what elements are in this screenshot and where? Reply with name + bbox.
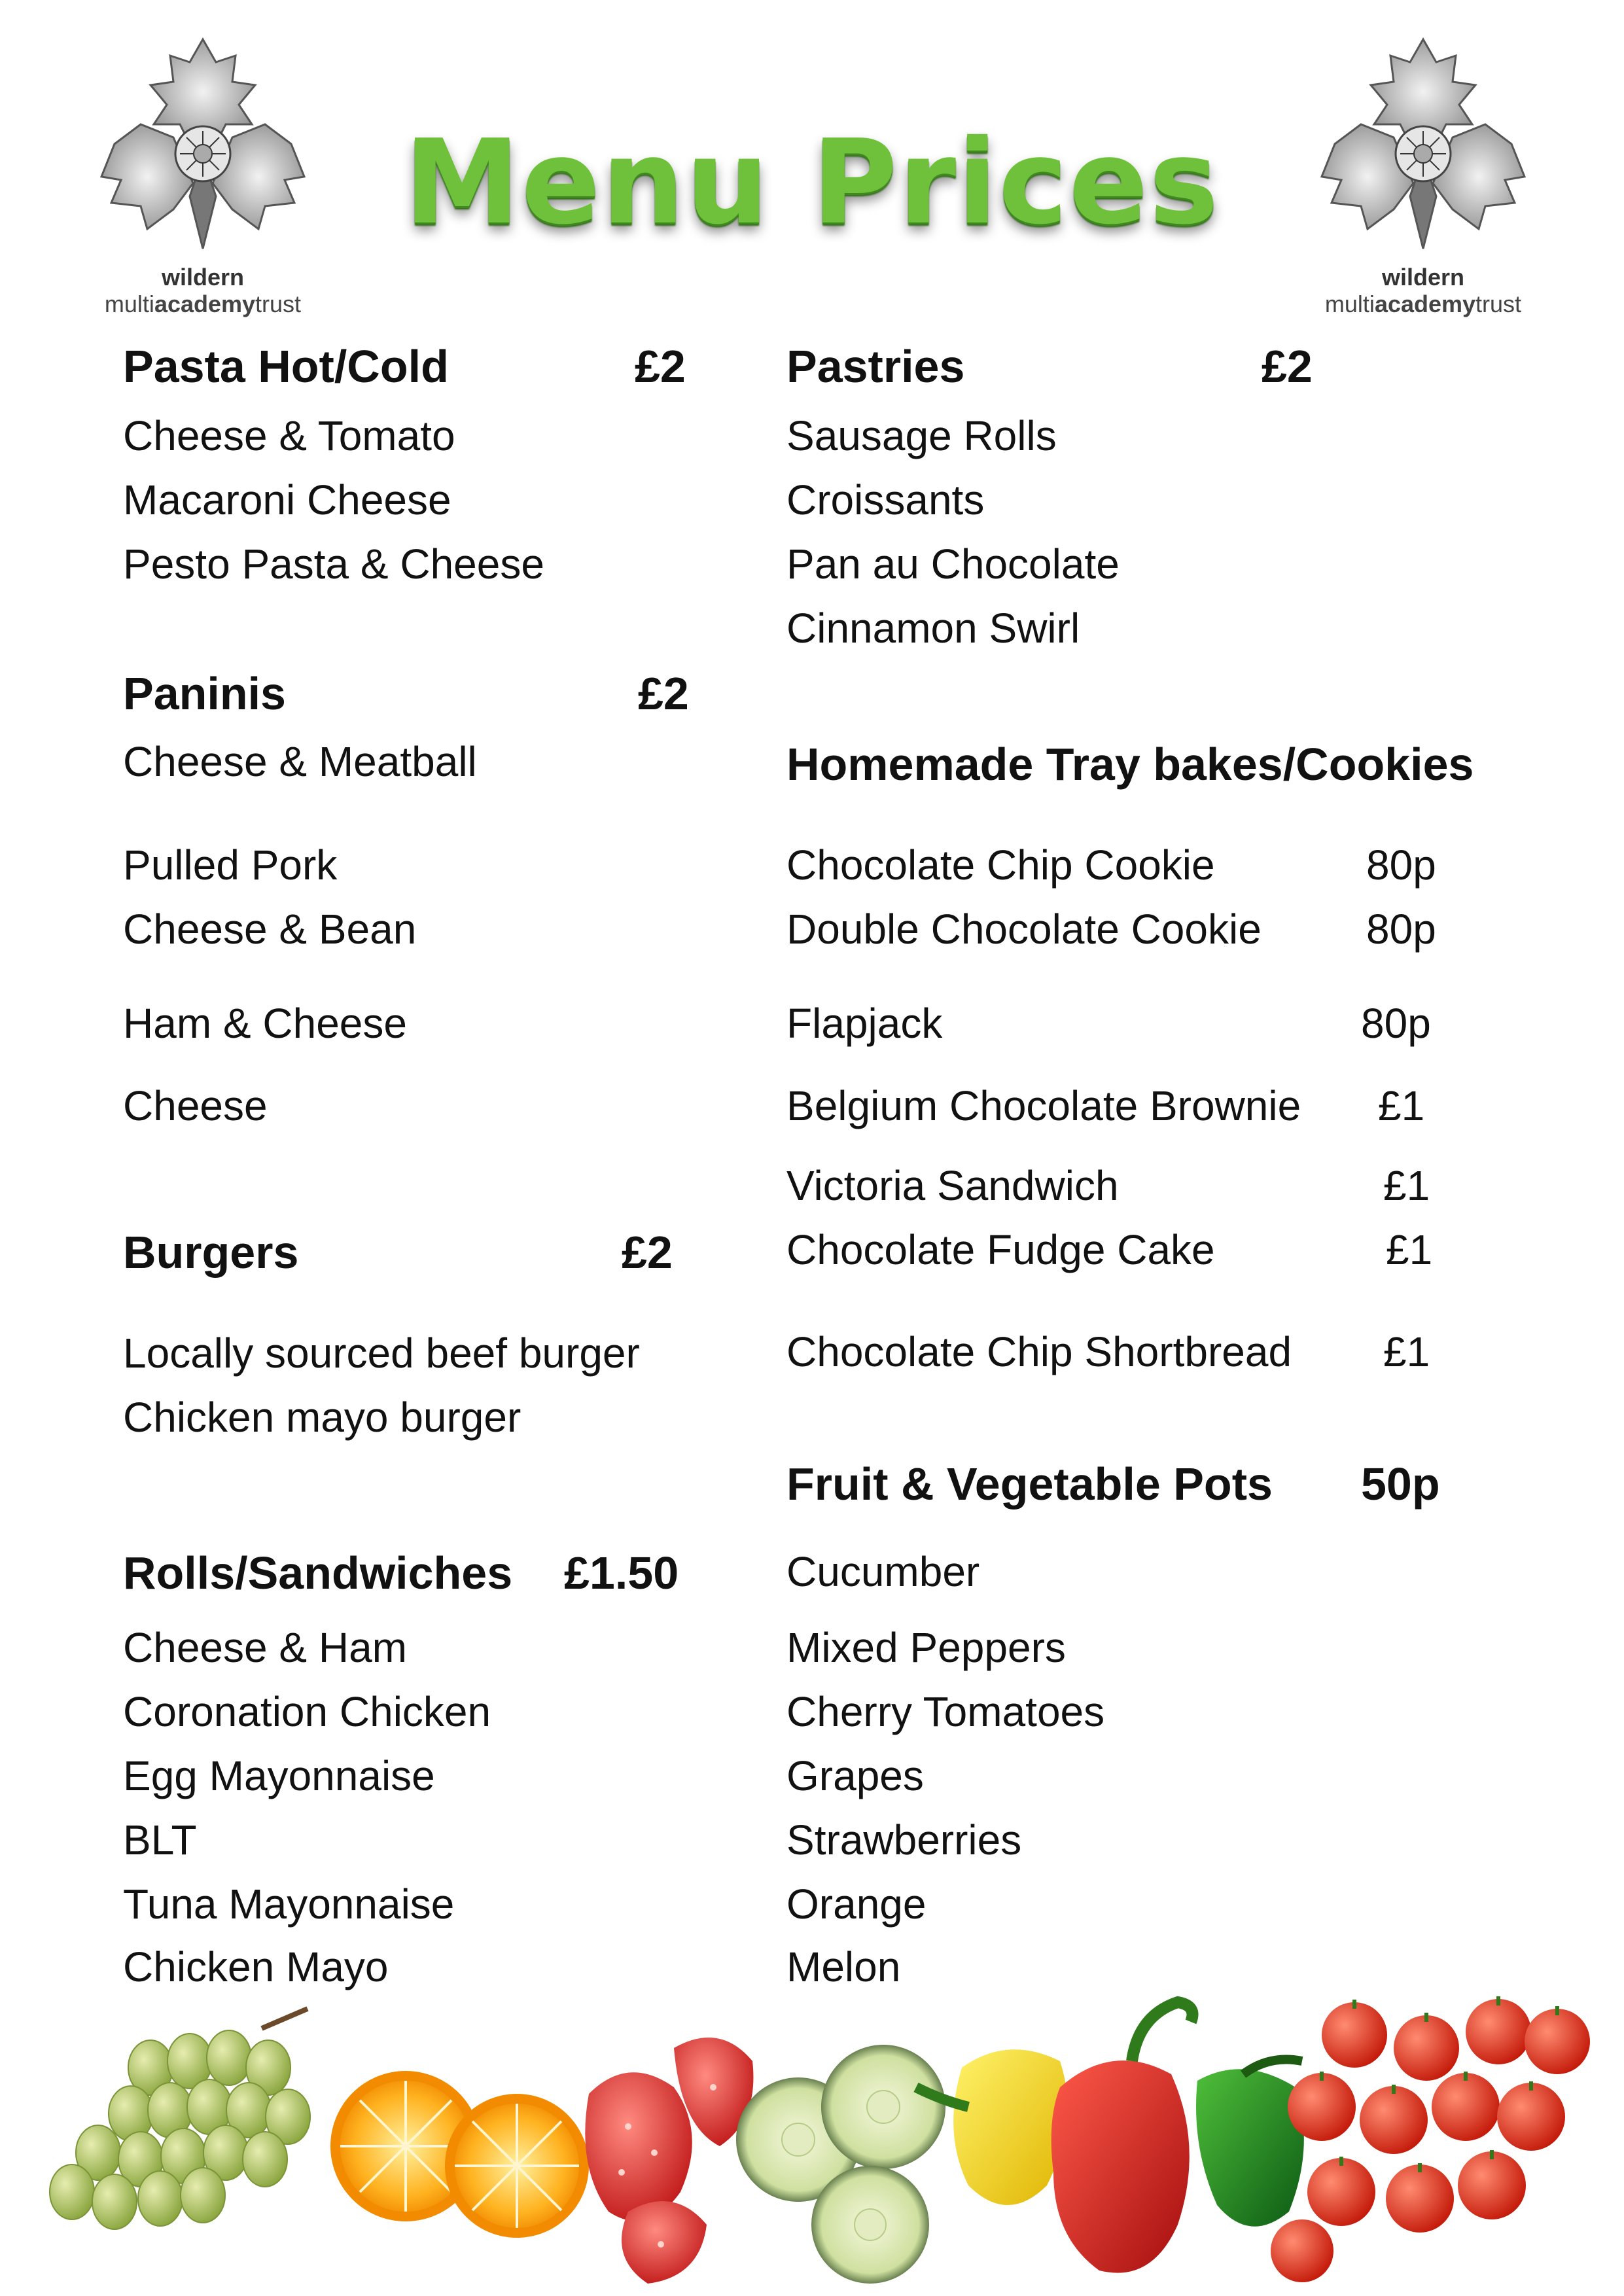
list-item: Cheese & Bean xyxy=(123,906,417,953)
logo-tagline: multiacademytrust xyxy=(1324,291,1522,317)
list-item: Mixed Peppers xyxy=(786,1624,1066,1671)
rolls-heading: Rolls/Sandwiches xyxy=(123,1547,513,1598)
list-item: Cheese xyxy=(123,1082,268,1129)
grapes-icon xyxy=(50,2009,310,2229)
list-item: Cheese & Ham xyxy=(123,1624,407,1671)
list-item: Cinnamon Swirl xyxy=(786,605,1080,652)
traybakes-heading: Homemade Tray bakes/Cookies xyxy=(786,739,1474,790)
cherry-tomatoes-icon xyxy=(1271,1996,1590,2282)
list-item: Coronation Chicken xyxy=(123,1688,491,1735)
paninis-price: £2 xyxy=(638,668,689,719)
item-price: 80p xyxy=(1366,906,1436,953)
list-item: Ham & Cheese xyxy=(123,1000,407,1047)
item-price: £1 xyxy=(1386,1226,1433,1273)
list-item: Chocolate Chip Cookie xyxy=(786,841,1215,889)
item-price: £1 xyxy=(1383,1328,1430,1375)
pasta-heading: Pasta Hot/Cold xyxy=(123,341,449,392)
page-title: Menu Prices xyxy=(404,115,1220,250)
pastries-heading: Pastries xyxy=(786,341,965,392)
list-item: Victoria Sandwich xyxy=(786,1162,1119,1209)
logo-wordmark: wildern xyxy=(161,264,245,291)
list-item: Double Chocolate Cookie xyxy=(786,906,1262,953)
list-item: Pesto Pasta & Cheese xyxy=(123,540,544,588)
list-item: Pulled Pork xyxy=(123,841,338,889)
list-item: Grapes xyxy=(786,1752,924,1799)
green-pepper-icon xyxy=(1196,2060,1304,2227)
fruit-heading: Fruit & Vegetable Pots xyxy=(786,1458,1273,1510)
strawberry-icon xyxy=(585,2038,753,2284)
list-item: Locally sourced beef burger xyxy=(123,1330,640,1377)
list-item: Strawberries xyxy=(786,1816,1022,1863)
list-item: Croissants xyxy=(786,476,985,523)
item-price: £1 xyxy=(1378,1082,1425,1129)
burgers-price: £2 xyxy=(622,1227,673,1278)
fruit-vegetable-banner xyxy=(0,1976,1624,2296)
list-item: Sausage Rolls xyxy=(786,412,1057,459)
list-item: Macaroni Cheese xyxy=(123,476,451,523)
burgers-heading: Burgers xyxy=(123,1227,299,1278)
list-item: Chicken mayo burger xyxy=(123,1394,521,1441)
fruit-price: 50p xyxy=(1361,1458,1440,1510)
list-item: Flapjack xyxy=(786,1000,943,1047)
item-price: 80p xyxy=(1361,1000,1431,1047)
list-item: Orange xyxy=(786,1881,927,1928)
list-item: Cheese & Tomato xyxy=(123,412,455,459)
list-item: Cheese & Meatball xyxy=(123,738,477,785)
item-price: £1 xyxy=(1383,1162,1430,1209)
list-item: Tuna Mayonnaise xyxy=(123,1881,455,1928)
list-item: Cucumber xyxy=(786,1548,980,1595)
item-price: 80p xyxy=(1366,841,1436,889)
paninis-heading: Paninis xyxy=(123,668,286,719)
list-item: Belgium Chocolate Brownie xyxy=(786,1082,1301,1129)
list-item: Chicken Mayo xyxy=(123,1943,389,1990)
red-pepper-icon xyxy=(1051,2002,1193,2273)
rolls-price: £1.50 xyxy=(564,1547,679,1598)
list-item: BLT xyxy=(123,1816,197,1863)
logo-tagline: multiacademytrust xyxy=(104,291,302,317)
list-item: Egg Mayonnaise xyxy=(123,1752,435,1799)
list-item: Pan au Chocolate xyxy=(786,540,1120,588)
orange-icon xyxy=(330,2071,589,2238)
list-item: Chocolate Fudge Cake xyxy=(786,1226,1215,1273)
list-item: Cherry Tomatoes xyxy=(786,1688,1105,1735)
pasta-price: £2 xyxy=(635,341,686,392)
pastries-price: £2 xyxy=(1262,341,1313,392)
cucumber-icon xyxy=(736,2045,945,2284)
list-item: Chocolate Chip Shortbread xyxy=(786,1328,1292,1375)
list-item: Melon xyxy=(786,1943,901,1990)
logo-wordmark: wildern xyxy=(1381,264,1465,291)
